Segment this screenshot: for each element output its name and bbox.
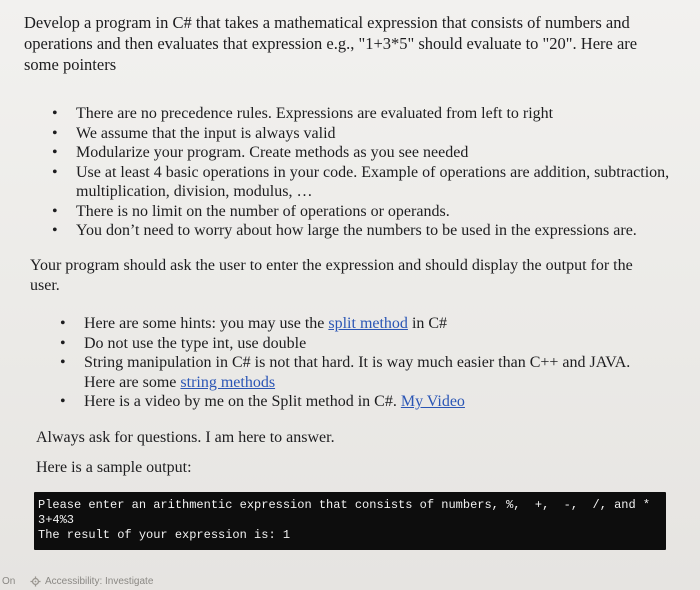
list-item: • Do not use the type int, use double [50,334,660,354]
console-line: 3+4%3 [38,513,75,527]
list-item: • Modularize your program. Create methods as you see needed [42,143,682,163]
accessibility-button[interactable] [30,576,153,587]
hint-text: in C# [407,315,448,332]
list-item: • Use at least 4 basic operations in your code. Example of operations are addition, subtraction, multiplication, division, modulus, … [42,163,682,202]
list-item: • We assume that the input is always valid [42,124,682,144]
hint-text: Here are some hints: you may use the [84,315,329,332]
list-item: • There are no precedence rules. Expressions are evaluated from left to right [42,104,682,124]
console-output [34,492,666,550]
questions-paragraph: Always ask for questions. I am here to answer. [36,429,335,446]
list-item [50,353,660,392]
list-item: • You don’t need to worry about how large the numbers to be used in the expressions are. [42,221,682,241]
list-item [50,392,660,412]
hint-text: Here is a video by me on the Split method in C#. [84,393,401,410]
string-methods-link[interactable]: string methods [180,373,276,391]
my-video-link[interactable]: My Video [400,393,465,410]
split-method-link[interactable]: split method [328,315,408,332]
list-item: • There is no limit on the number of operations or operands. [42,202,682,222]
status-bar [0,572,700,590]
list-item [50,314,660,334]
console-line: The result of your expression is: 1 [38,528,291,542]
hints-list [50,314,660,412]
accessibility-label: Accessibility: Investigate [45,576,154,587]
status-text: On [2,576,16,587]
sample-output-label: Here is a sample output: [36,459,192,476]
program-paragraph: Your program should ask the user to enter the expression and should display the output for the user. [30,257,633,294]
hint-text: String manipulation in C# is not that hard. It is way much easier than C++ and JAVA. Here are some [84,354,631,391]
console-line: Please enter an arithmentic expression that consists of numbers, %, +, -, /, and * [38,498,651,512]
intro-paragraph: Develop a program in C# that takes a mathematical expression that consists of numbers and operations and then evaluates that expression e.g., "1+3*5" should evaluate to "20". Here are some pointers [24,13,638,74]
gear-icon [30,576,41,587]
pointers-list [42,104,682,241]
